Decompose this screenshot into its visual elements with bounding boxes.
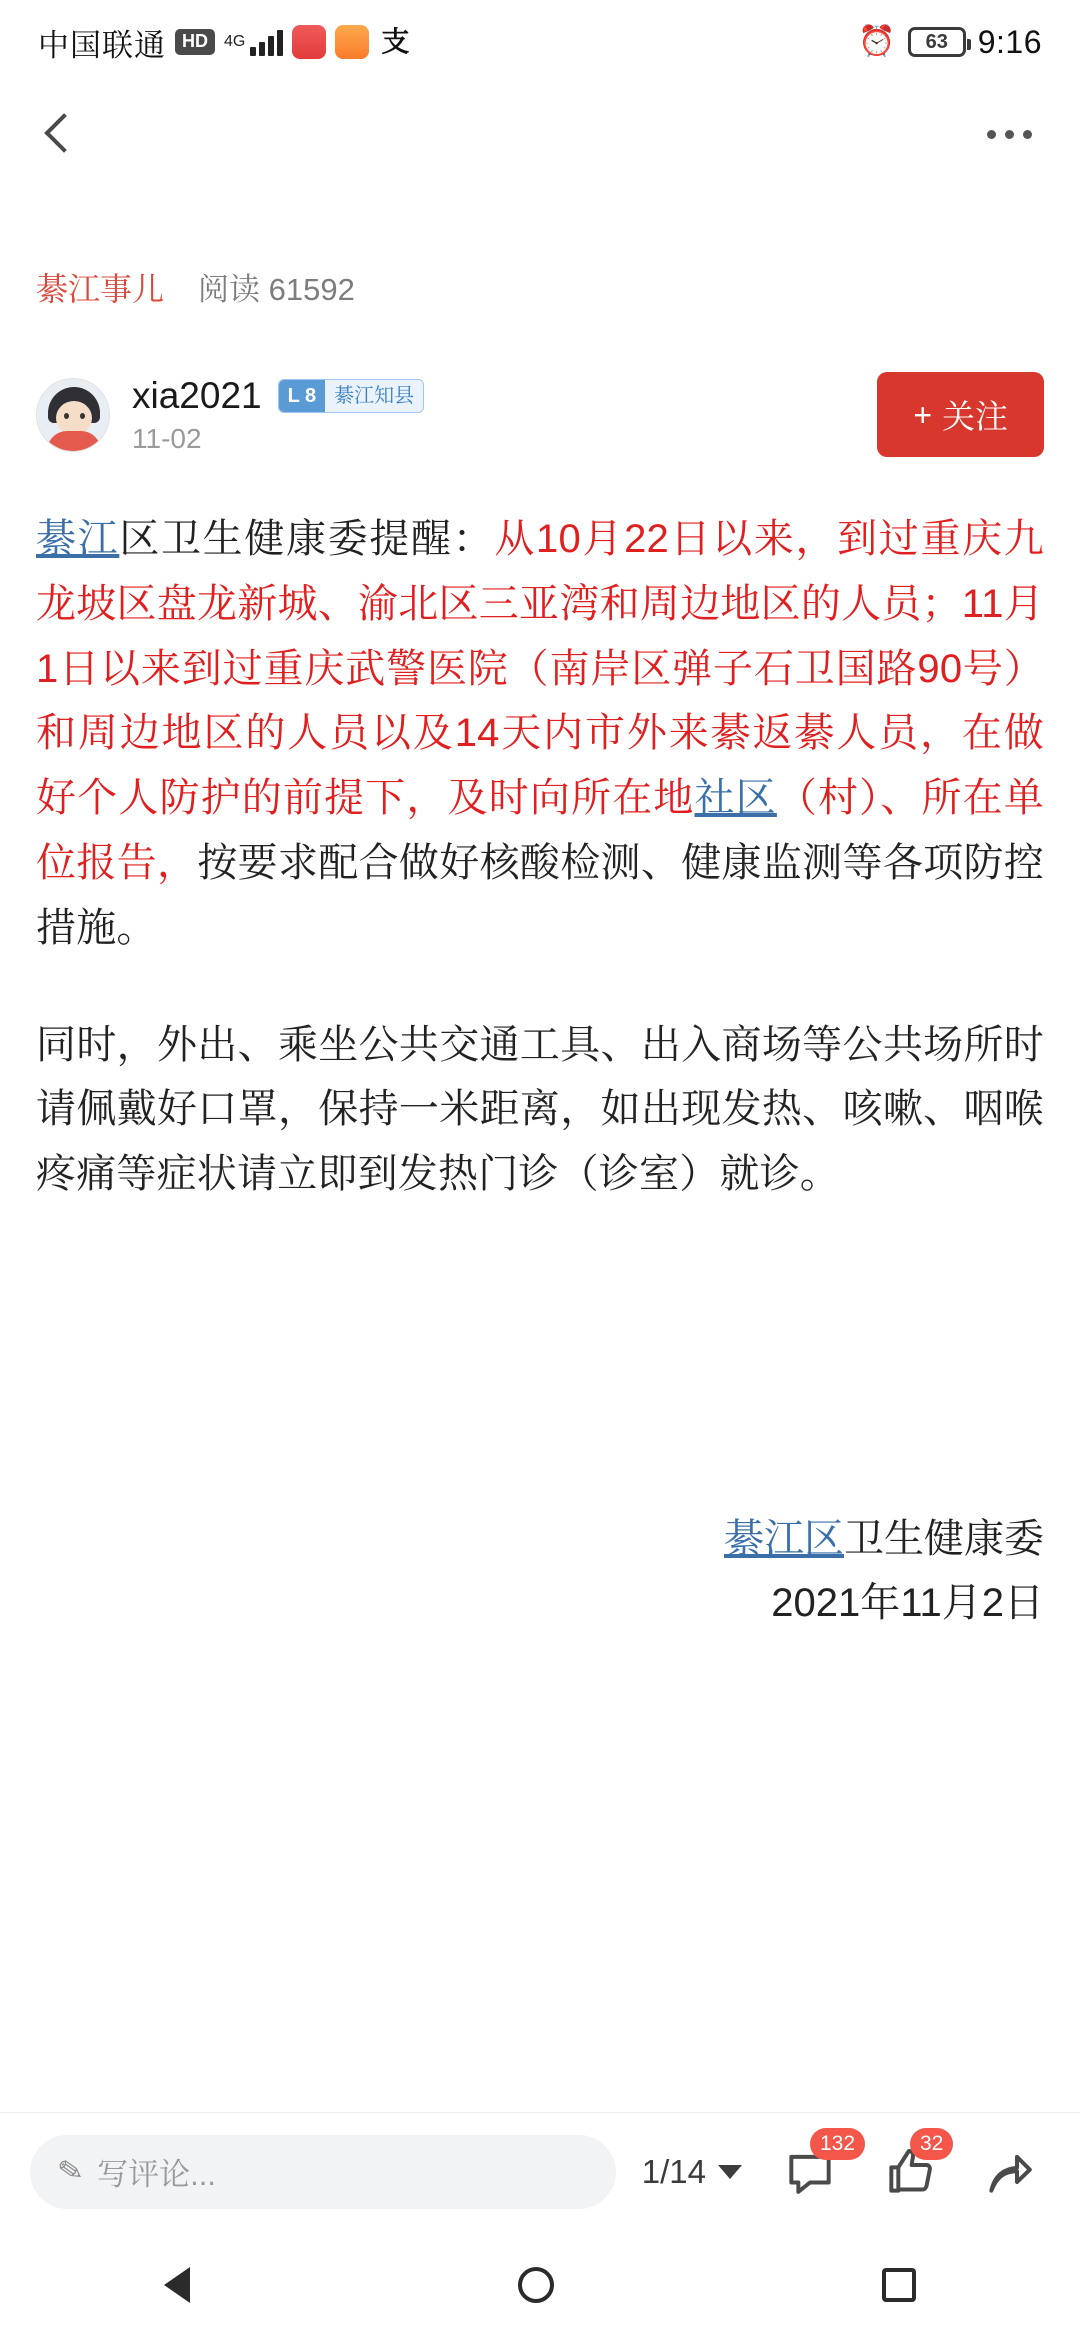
- comment-input-placeholder: 写评论...: [97, 2157, 216, 2192]
- avatar-face: [56, 401, 92, 435]
- like-count-badge: 32: [910, 2128, 953, 2160]
- article-body: [36, 507, 1044, 1207]
- author-name[interactable]: xia2021: [132, 374, 262, 416]
- article-signature: [36, 1507, 1044, 1635]
- more-options-icon[interactable]: [977, 120, 1042, 149]
- avatar-eye-right: [80, 413, 85, 419]
- article-p1-b: 区卫生健康委提醒：: [119, 517, 495, 561]
- notification-app-icon-red: [292, 25, 326, 59]
- article-paragraph-1: [36, 507, 1044, 961]
- notification-app-icon-orange: [335, 25, 369, 59]
- level-title: 綦江知县: [325, 379, 423, 413]
- avatar[interactable]: [36, 378, 110, 452]
- inline-link-qijiang[interactable]: 綦江: [36, 517, 120, 561]
- like-button[interactable]: [882, 2131, 944, 2200]
- back-icon[interactable]: [38, 112, 82, 156]
- post-meta: [36, 264, 1044, 310]
- signature-org: 卫生健康委: [844, 1516, 1044, 1561]
- signature-org-line: [36, 1507, 1044, 1571]
- page-indicator[interactable]: [642, 2153, 742, 2191]
- alipay-icon: 支: [378, 25, 412, 59]
- author-row: [36, 372, 1044, 457]
- forum-link[interactable]: 綦江事儿: [36, 271, 165, 307]
- article-p1-red-2: （村）、所在单位报告，: [36, 776, 1045, 885]
- post-date: 11-02: [132, 422, 202, 454]
- clock-label: 9:16: [977, 23, 1042, 60]
- inline-link-shequ[interactable]: 社区: [694, 776, 777, 821]
- level-value: L 8: [279, 379, 326, 413]
- pencil-icon: ✎: [55, 2153, 86, 2190]
- alarm-clock-icon: ⏰: [858, 25, 896, 58]
- system-recents-icon[interactable]: [882, 2268, 916, 2302]
- author-info: [132, 375, 424, 455]
- comment-button[interactable]: [782, 2131, 856, 2200]
- comment-input[interactable]: [30, 2135, 616, 2209]
- user-level-badge: [278, 379, 425, 413]
- carrier-label: 中国联通: [38, 27, 166, 63]
- action-icons: [782, 2131, 1050, 2200]
- signal-bars-icon: [250, 28, 283, 56]
- avatar-eye-left: [64, 413, 69, 419]
- article-paragraph-2: 同时，外出、乘坐公共交通工具、出入商场等公共场所时请佩戴好口罩，保持一米距离，如出现发热、咳嗽、咽喉疼痛等症状请立即到发热门诊（诊室）就诊。: [36, 1022, 1044, 1197]
- comment-count-badge: 132: [810, 2128, 865, 2160]
- share-button[interactable]: [982, 2144, 1038, 2200]
- system-back-icon[interactable]: [164, 2267, 190, 2303]
- network-type-label: 4G: [224, 33, 246, 50]
- signature-date: 2021年11月2日: [771, 1580, 1044, 1625]
- status-bar: [0, 0, 1080, 84]
- post-content: [0, 184, 1080, 2112]
- page-indicator-label: 1/14: [641, 2152, 706, 2190]
- article-p1-tail: 按要求配合做好核酸检测、健康监测等各项防控措施。: [36, 840, 1044, 950]
- status-bar-left: [38, 20, 412, 65]
- follow-button[interactable]: [877, 372, 1044, 457]
- author-name-line: [132, 375, 424, 417]
- system-navigation-bar: [0, 2230, 1080, 2340]
- avatar-body: [47, 431, 101, 451]
- plus-icon: +: [913, 396, 932, 433]
- navigation-bar: [0, 84, 1080, 184]
- read-count-label: 阅读 61592: [198, 272, 355, 307]
- inline-link-qijiangqu[interactable]: 綦江区: [724, 1516, 844, 1561]
- battery-icon: 63: [908, 27, 966, 57]
- chevron-down-icon: [718, 2165, 742, 2179]
- hd-icon: HD: [175, 29, 215, 55]
- status-bar-right: [858, 24, 1042, 61]
- article-p1-red-1: 从10月22日以来，到过重庆九龙坡区盘龙新城、渝北区三亚湾和周边地区的人员；11月1日以来到过重庆武警医院（南岸区弹子石卫国路90号）和周边地区的人员以及14天内市外来綦返綦人员，在做好个人防护的前提下，及时向所在地: [36, 517, 1045, 821]
- paragraph-spacer: [36, 961, 1044, 1013]
- follow-button-label: 关注: [942, 398, 1008, 435]
- bottom-action-bar: [0, 2112, 1080, 2230]
- system-home-icon[interactable]: [518, 2267, 554, 2303]
